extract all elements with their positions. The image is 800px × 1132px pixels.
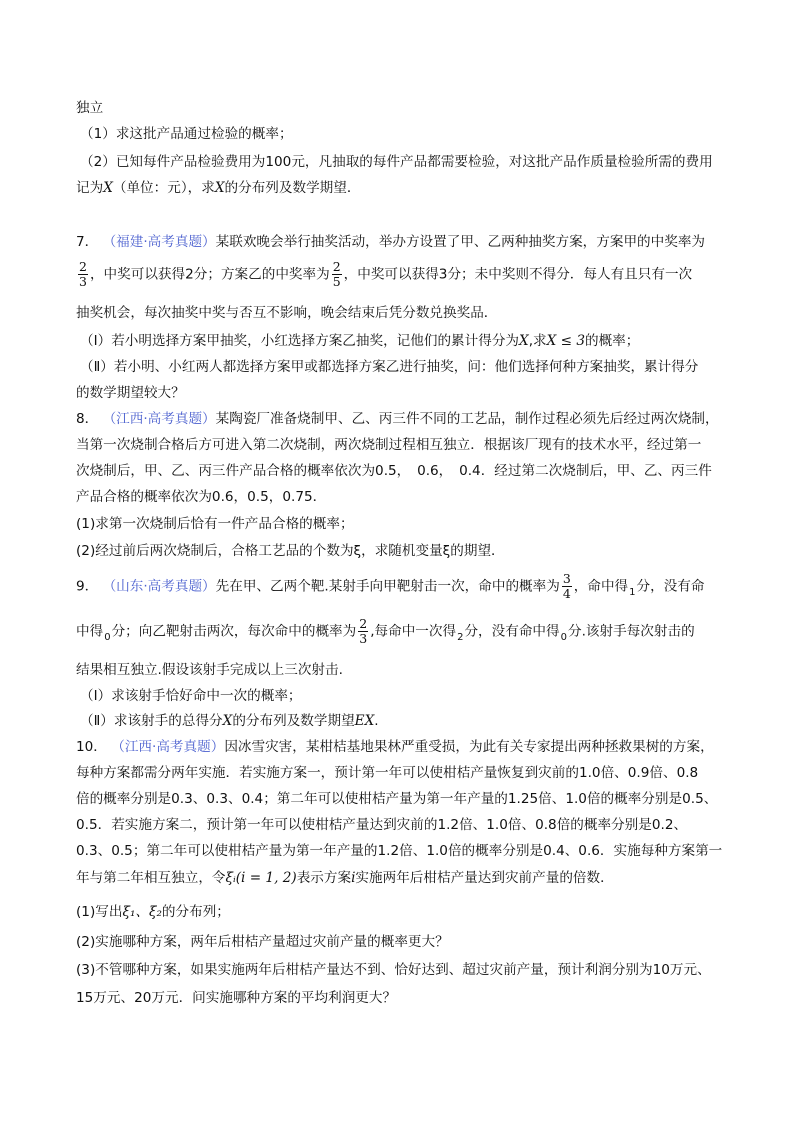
q7-text: ，中奖可以获得3分；未中奖则不得分．每人有且只有一次: [343, 266, 693, 283]
q7-text: 的数学期望较大？: [76, 385, 185, 401]
question-number: 10．: [76, 739, 107, 755]
q8-text: 次烧制后，甲、乙、丙三件产品合格的概率依次为0.5， 0.6， 0.4．经过第二次烧制后，甲、乙、丙三件: [76, 463, 712, 479]
q10-part-2: [76, 930, 449, 950]
q10-line-1: [76, 735, 714, 755]
q8-part-1: [76, 512, 354, 532]
q9-text: 先在甲、乙两个靶.某射手向甲靶射击一次，命中的概率为: [215, 578, 560, 595]
q8-text: (2)经过前后两次烧制后，合格工艺品的个数为ξ，求随机变量ξ的期望．: [76, 543, 505, 559]
q6-text: 记为: [76, 180, 104, 196]
math-expression: EX: [354, 713, 375, 729]
q10-line-6: [76, 866, 614, 886]
q10-text: 15万元、20万元．问实施哪种方案的平均利润更大？: [76, 990, 397, 1006]
question-source: （福建·高考真题）: [102, 234, 216, 250]
q6-line-3: [76, 176, 360, 196]
score-subscript: 1: [629, 586, 636, 598]
q8-part-2: [76, 539, 505, 559]
q8-text: 当第一次烧制合格后方可进入第二次烧制，两次烧制过程相互独立．根据该厂现有的技术水平，经过第一: [76, 437, 702, 453]
question-number: 9．: [76, 578, 99, 595]
q7-part-1: [80, 329, 639, 349]
question-number: 7．: [76, 234, 99, 250]
question-number: 8．: [76, 411, 99, 427]
question-source: （山东·高考真题）: [102, 578, 216, 595]
q6-text: 独立: [76, 100, 104, 116]
numerator: 2: [359, 616, 368, 631]
math-expression: ξᵢ(i = 1, 2): [225, 870, 297, 886]
q9-text: ，命中得: [573, 578, 629, 595]
q9-text: 分，没有命中得: [464, 623, 560, 640]
q9-part-1: [80, 684, 302, 704]
q8-line-3: [76, 459, 712, 479]
q10-part-3: [76, 958, 711, 978]
denominator: 5: [332, 274, 341, 289]
math-var: i: [351, 870, 356, 886]
q7-text: 的概率；: [584, 333, 640, 349]
q8-line-4: [76, 485, 326, 505]
q9-text: 中得: [76, 623, 104, 640]
q10-text: (1)写出: [76, 904, 123, 920]
q7-text: （Ⅱ）若小明、小红两人都选择方案甲或都选择方案乙进行抽奖，问：他们选择何种方案抽奖，累计得分: [80, 359, 699, 375]
q8-line-2: [76, 433, 701, 453]
score-subscript: 0: [104, 631, 111, 643]
q10-text: 实施两年后柑桔产量达到灾前产量的倍数．: [355, 870, 614, 886]
q7-text: 抽奖机会，每次抽奖中奖与否互不影响，晚会结束后凭分数兑换奖品．: [76, 305, 498, 321]
q7-text: 某联欢晚会举行抽奖活动，举办方设置了甲、乙两种抽奖方案，方案甲的中奖率为: [215, 234, 706, 250]
score-subscript: 0: [560, 631, 567, 643]
q10-line-4: [76, 813, 687, 833]
q6-text: （1）求这批产品通过检验的概率；: [80, 126, 293, 142]
q8-text: 某陶瓷厂准备烧制甲、乙、丙三件不同的工艺品，制作过程必须先后经过两次烧制，: [215, 411, 719, 427]
q9-part-2: [80, 709, 379, 729]
q10-text: 年与第二年相互独立，令: [76, 870, 226, 886]
q7-line-1: [76, 230, 705, 250]
q6-text: 的分布列及数学期望．: [224, 180, 361, 196]
q9-text: 分，没有命: [636, 578, 705, 595]
fraction: [332, 260, 342, 289]
q9-line-3: [76, 658, 343, 678]
q10-text: 每种方案都需分两年实施．若实施方案一，预计第一年可以使柑桔产量恢复到灾前的1.0倍、0.9倍、0.8: [76, 765, 699, 781]
q9-text: （Ⅰ）求该射手恰好命中一次的概率；: [80, 688, 302, 704]
q7-text: （Ⅰ）若小明选择方案甲抽奖，小红选择方案乙抽奖，记他们的累计得分为: [80, 333, 520, 349]
q9-text: 分.该射手每次射击的: [568, 623, 695, 640]
q6-text: （2）已知每件产品检验费用为100元，凡抽取的每件产品都需要检验，对这批产品作质量检验所需的费用: [80, 154, 713, 170]
denominator: 3: [79, 274, 87, 289]
q10-text: 因冰雪灾害，某柑桔基地果林严重受损，为此有关专家提出两种拯救果树的方案，: [224, 739, 714, 755]
q7-part-2: [80, 355, 698, 375]
q10-text: (3)不管哪种方案，如果实施两年后柑桔产量达不到、恰好达到、超过灾前产量，预计利润分别为10万元、: [76, 962, 711, 978]
fraction: [562, 572, 572, 601]
score-subscript: 2: [457, 631, 464, 643]
math-expression: X ≤ 3: [546, 333, 585, 349]
q6-part-1: [80, 122, 293, 142]
q10-line-3: [76, 787, 717, 807]
q7-text: ，中奖可以获得2分；方案乙的中奖率为: [89, 266, 330, 283]
q9-text: 结果相互独立.假设该射手完成以上三次射击.: [76, 662, 343, 678]
q6-line-0: [76, 96, 103, 116]
math-var: X: [222, 713, 233, 729]
q9-line-1: [76, 572, 705, 601]
q9-text: ,每命中一次得: [370, 623, 457, 640]
q10-text: 0.3、0.5；第二年可以使柑桔产量为第一年产量的1.2倍、1.0倍的概率分别是0.4、0.6．实施每种方案第一: [76, 843, 723, 859]
question-source: （江西·高考真题）: [102, 411, 216, 427]
math-var: X: [214, 180, 225, 196]
denominator: 3: [359, 631, 368, 646]
question-source: （江西·高考真题）: [111, 739, 225, 755]
q9-text: 分；向乙靶射击两次，每次命中的概率为: [111, 623, 357, 640]
q9-line-2: [76, 617, 695, 646]
q10-text: 的分布列；: [161, 904, 230, 920]
q10-line-5: [76, 839, 722, 859]
q10-text: 0.5．若实施方案二，预计第一年可以使柑桔产量达到灾前的1.2倍、1.0倍、0.8倍的概率分别是0.2、: [76, 817, 688, 833]
q7-line-6: [76, 381, 185, 401]
q6-part-2: [80, 150, 713, 170]
q8-text: 产品合格的概率依次为0.6，0.5，0.75．: [76, 489, 327, 505]
numerator: 2: [332, 259, 341, 274]
q9-text: 的分布列及数学期望: [232, 713, 355, 729]
q7-text: ,求: [528, 333, 547, 349]
q10-text: (2)实施哪种方案，两年后柑桔产量超过灾前产量的概率更大？: [76, 934, 449, 950]
q7-line-2: [76, 260, 692, 289]
q9-text: .: [374, 713, 379, 729]
q10-line-10: [76, 986, 396, 1006]
numerator: 3: [562, 571, 571, 586]
numerator: 2: [79, 259, 87, 274]
q10-line-2: [76, 761, 698, 781]
q10-text: 表示方案: [296, 870, 352, 886]
math-var: X: [519, 333, 529, 349]
q10-part-1: [76, 900, 230, 920]
math-var: X: [103, 180, 113, 196]
q9-text: （Ⅱ）求该射手的总得分: [80, 713, 223, 729]
q7-line-3: [76, 301, 497, 321]
fraction: [358, 617, 368, 646]
denominator: 4: [562, 586, 571, 601]
q8-text: (1)求第一次烧制后恰有一件产品合格的概率；: [76, 516, 354, 532]
math-expression: ξ₁、ξ₂: [122, 904, 162, 920]
fraction: [78, 260, 88, 289]
q6-text: （单位：元），求: [112, 180, 215, 196]
q10-text: 倍的概率分别是0.3、0.3、0.4；第二年可以使柑桔产量为第一年产量的1.25倍、1.0倍的概率分别是0.5、: [76, 791, 718, 807]
q8-line-1: [76, 407, 719, 427]
